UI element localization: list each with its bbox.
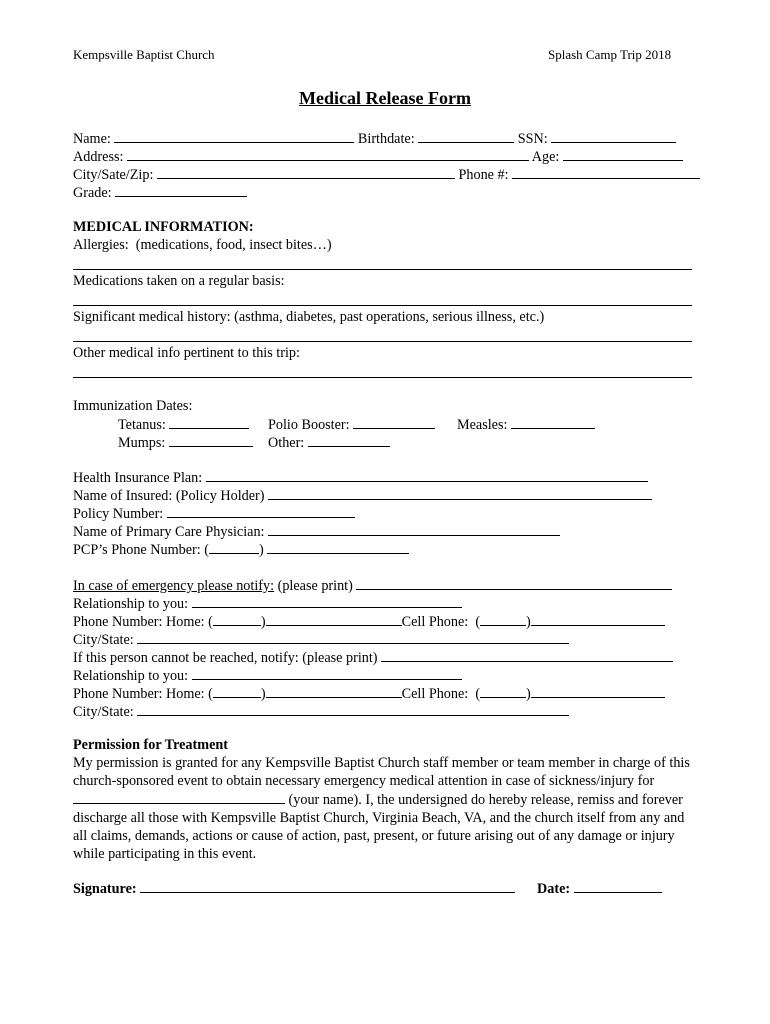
city-phone-line: [73, 165, 700, 184]
polio-label: Polio Booster:: [268, 417, 350, 433]
other-medical-info-label: Other medical info pertinent to this trip:: [73, 345, 300, 361]
home-phone-label: Phone Number: Home: (: [73, 614, 213, 630]
medications-label: Medications taken on a regular basis:: [73, 273, 285, 289]
signature-field[interactable]: [140, 879, 515, 893]
header-trip-name: Splash Camp Trip 2018: [548, 47, 672, 62]
polio-line: [268, 415, 435, 434]
name-field[interactable]: [114, 129, 354, 143]
relationship-line: [73, 594, 462, 613]
allergies-field[interactable]: [73, 269, 692, 270]
permission-text: [73, 754, 695, 863]
emergency-notify-suffix: (please print): [274, 578, 353, 594]
other-immunization-label: Other:: [268, 435, 305, 451]
alt-home-phone-label: Phone Number: Home: (: [73, 686, 213, 702]
emergency-notify-label: In case of emergency please notify:: [73, 578, 275, 594]
city-state-field[interactable]: [137, 630, 569, 644]
insured-field[interactable]: [268, 486, 652, 500]
other-medical-info-field[interactable]: [73, 377, 692, 378]
name-label: Name:: [73, 131, 111, 147]
alt-cell-paren: ): [526, 686, 531, 702]
alt-home-paren: ): [260, 686, 266, 702]
policy-number-field[interactable]: [167, 504, 355, 518]
alt-contact-field[interactable]: [381, 648, 673, 662]
other-immunization-field[interactable]: [308, 433, 390, 447]
cell-phone-field[interactable]: [531, 612, 665, 626]
physician-field[interactable]: [268, 522, 560, 536]
alt-cell-phone-field[interactable]: [531, 684, 665, 698]
city-state-zip-label: City/Sate/Zip:: [73, 167, 154, 183]
home-area-code-field[interactable]: [213, 612, 261, 626]
home-paren: ): [260, 614, 266, 630]
alt-notify-label: If this person cannot be reached, notify: (please print): [73, 650, 378, 666]
ssn-label: SSN:: [517, 131, 548, 147]
measles-field[interactable]: [511, 415, 595, 429]
alt-notify-line: [73, 648, 673, 667]
cell-paren: ): [526, 614, 531, 630]
insured-line: [73, 486, 652, 505]
medical-information-heading: MEDICAL INFORMATION:: [73, 219, 254, 235]
tetanus-line: [118, 415, 249, 434]
date-field[interactable]: [574, 879, 662, 893]
pcp-phone-paren: ): [258, 542, 264, 558]
age-label: Age:: [531, 149, 560, 165]
policy-number-line: [73, 504, 355, 523]
medications-field[interactable]: [73, 305, 692, 306]
phone-field[interactable]: [512, 165, 700, 179]
alt-relationship-line: [73, 666, 462, 685]
alt-cell-phone-label: Cell Phone: (: [401, 686, 481, 702]
polio-field[interactable]: [353, 415, 435, 429]
physician-line: [73, 522, 560, 541]
date-line: [537, 879, 662, 898]
mumps-line: [118, 433, 253, 452]
cell-phone-label: Cell Phone: (: [401, 614, 481, 630]
city-state-zip-field[interactable]: [157, 165, 455, 179]
emergency-city-state-line: [73, 630, 569, 649]
immunization-heading: Immunization Dates:: [73, 398, 193, 414]
permission-text-start: My permission is granted for any Kempsville Baptist Church staff member or team member in charge of this church-sponsored event to obtain necessary emergency medical attention in case of sickness/injury for: [73, 755, 690, 789]
insurance-plan-label: Health Insurance Plan:: [73, 470, 203, 486]
policy-number-label: Policy Number:: [73, 506, 164, 522]
address-field[interactable]: [127, 147, 529, 161]
emergency-contact-field[interactable]: [356, 576, 672, 590]
cell-area-code-field[interactable]: [480, 612, 526, 626]
medical-history-label: Significant medical history: (asthma, diabetes, past operations, serious illness, etc.): [73, 309, 545, 325]
relationship-label: Relationship to you:: [73, 596, 189, 612]
phone-label: Phone #:: [458, 167, 509, 183]
other-immunization-line: [268, 433, 390, 452]
insurance-plan-line: [73, 468, 648, 487]
tetanus-field[interactable]: [169, 415, 249, 429]
alt-relationship-field[interactable]: [192, 666, 462, 680]
birthdate-label: Birthdate:: [357, 131, 415, 147]
medical-history-field[interactable]: [73, 341, 692, 342]
measles-label: Measles:: [457, 417, 508, 433]
alt-city-state-field[interactable]: [137, 702, 569, 716]
grade-field[interactable]: [115, 183, 247, 197]
alt-relationship-label: Relationship to you:: [73, 668, 189, 684]
age-field[interactable]: [563, 147, 683, 161]
name-line: [73, 129, 676, 148]
pcp-phone-line: [73, 540, 409, 559]
alt-city-state-line: [73, 702, 569, 721]
permission-heading: Permission for Treatment: [73, 737, 228, 753]
mumps-label: Mumps:: [118, 435, 166, 451]
address-label: Address:: [73, 149, 124, 165]
pcp-area-code-field[interactable]: [209, 540, 259, 554]
birthdate-field[interactable]: [418, 129, 514, 143]
physician-label: Name of Primary Care Physician:: [73, 524, 265, 540]
emergency-notify-line: [73, 576, 672, 595]
allergies-label: Allergies: (medications, food, insect bites…): [73, 237, 332, 253]
grade-label: Grade:: [73, 185, 112, 201]
insurance-plan-field[interactable]: [206, 468, 648, 482]
permission-text-end: (your name). I, the undersigned do hereby release, remiss and forever discharge all those with Kempsville Baptist Church, Virginia Beach, VA, and the church itself from any and all claims, demands, actions or cause of action, past, present, or future arising out of any damage or injury while participating in this event.: [73, 792, 685, 862]
alt-cell-area-code-field[interactable]: [480, 684, 526, 698]
pcp-phone-label: PCP’s Phone Number: (: [73, 542, 209, 558]
ssn-field[interactable]: [551, 129, 676, 143]
page-title: Medical Release Form: [299, 88, 471, 108]
grade-line: [73, 183, 247, 202]
signature-line: [73, 879, 515, 898]
alt-phone-line: [73, 684, 665, 703]
measles-line: [457, 415, 595, 434]
header-church-name: Kempsville Baptist Church: [73, 47, 215, 62]
insured-label: Name of Insured: (Policy Holder): [73, 488, 265, 504]
date-label: Date:: [537, 881, 571, 897]
city-state-label: City/State:: [73, 632, 134, 648]
alt-home-area-code-field[interactable]: [213, 684, 261, 698]
address-line: [73, 147, 683, 166]
mumps-field[interactable]: [169, 433, 253, 447]
emergency-phone-line: [73, 612, 665, 631]
home-phone-field[interactable]: [266, 612, 402, 626]
relationship-field[interactable]: [192, 594, 462, 608]
tetanus-label: Tetanus:: [118, 417, 166, 433]
alt-city-state-label: City/State:: [73, 704, 134, 720]
alt-home-phone-field[interactable]: [266, 684, 402, 698]
signature-label: Signature:: [73, 881, 137, 897]
pcp-phone-field[interactable]: [267, 540, 409, 554]
your-name-field[interactable]: [73, 790, 285, 804]
